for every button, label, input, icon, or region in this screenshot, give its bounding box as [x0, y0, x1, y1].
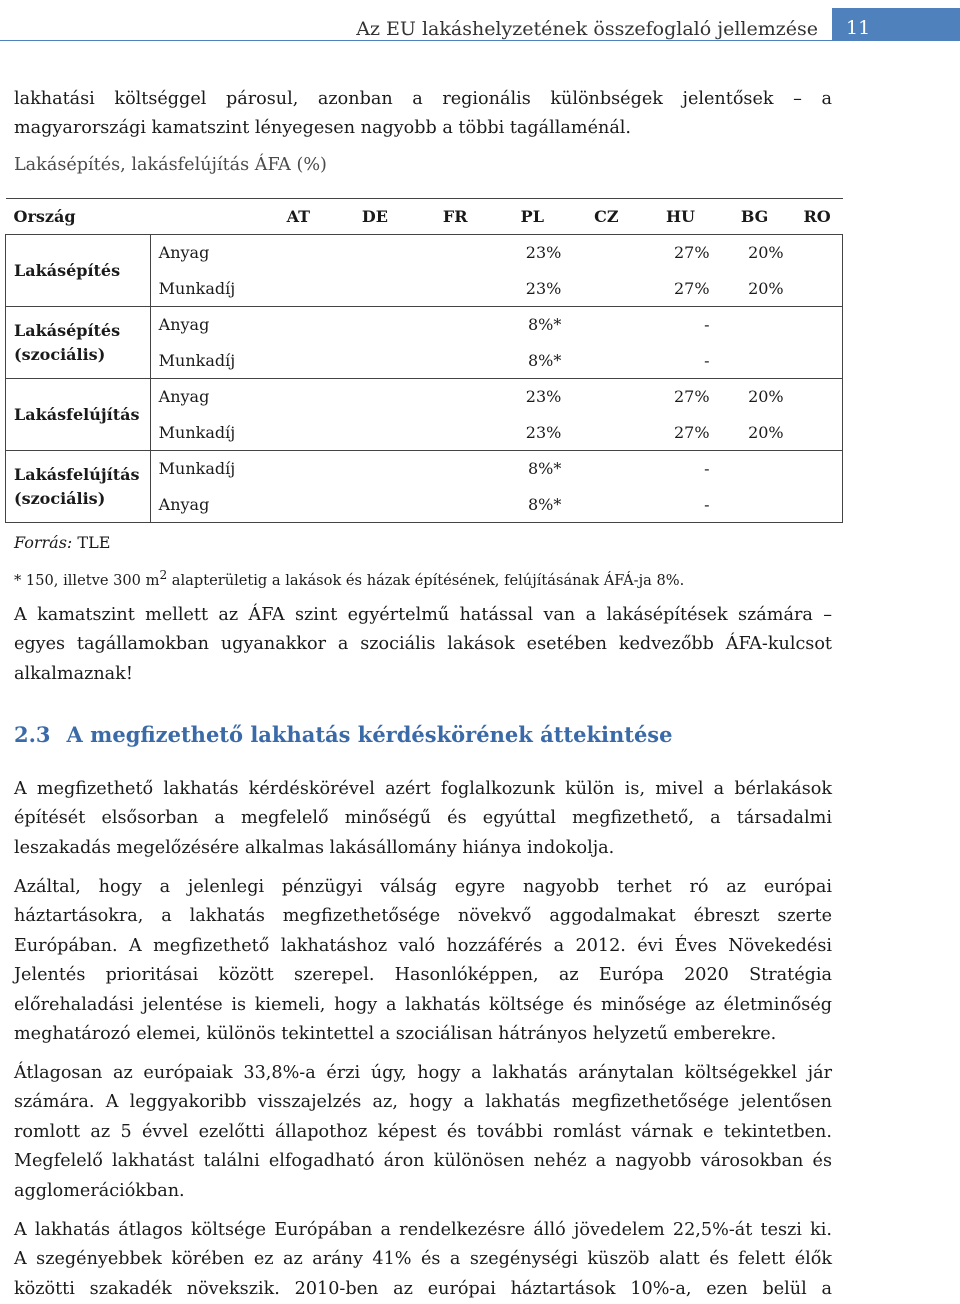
country-hu: HU — [643, 199, 717, 235]
section-heading — [14, 722, 673, 747]
cell-value: 23% — [525, 243, 562, 263]
table-row — [6, 451, 843, 487]
text-line: alkalmaznak! — [14, 663, 133, 684]
cell-value: - — [643, 487, 717, 523]
table-header-row — [6, 199, 843, 235]
text-line: agglomerációkban. — [14, 1180, 185, 1201]
text-line: leszakadás megelőzésére alkalmas lakásállomány hiánya indokolja. — [14, 837, 615, 858]
text-line: számára. A leggyakoribb visszajelzés az, hogy a lakhatás megfizethetősége jelentősen — [14, 1092, 832, 1113]
country-fr: FR — [415, 199, 495, 235]
source-label: Forrás: — [14, 533, 73, 552]
header-rule — [0, 40, 832, 41]
paragraph-vat — [14, 601, 832, 689]
country-cz: CZ — [569, 199, 643, 235]
cell-value: 23% — [495, 415, 569, 451]
running-title: Az EU lakáshelyzetének összefoglaló jellemzése — [356, 18, 818, 40]
cell-value: 20% — [748, 243, 784, 263]
text-line: A kamatszint mellett az ÁFA szint egyértelmű hatással van a lakásépítések számára – — [14, 605, 832, 625]
text-line: Jelentés prioritásai között szerepel. Hasonlóképpen, az Európa 2020 Stratégia — [14, 965, 832, 986]
item-label: Munkadíj — [158, 459, 236, 479]
text-line: építését elsősorban a megfelelő minőségű és egyúttal megfizethető, a társadalmi — [14, 808, 832, 829]
country-bg: BG — [718, 199, 792, 235]
country-ro: RO — [792, 199, 843, 235]
intro-line: lakhatási költséggel párosul, azonban a regionális különbségek jelentősek – a — [14, 89, 832, 109]
table-source — [14, 533, 110, 552]
item-label: Anyag — [150, 487, 262, 523]
item-label: Anyag — [158, 387, 210, 407]
item-label: Munkadíj — [150, 415, 262, 451]
text-line: Átlagosan az európaiak 33,8%-a érzi úgy, hogy a lakhatás aránytalan költségekkel jár — [14, 1063, 832, 1083]
cell-value: 27% — [643, 271, 717, 307]
cell-value: 8%* — [527, 315, 562, 335]
paragraph-affordable — [14, 775, 832, 863]
text-line: előrehaladási jelentése is kiemeli, hogy a lakhatás költsége és minősége az életminőség — [14, 994, 832, 1015]
text-line: A megfizethető lakhatás kérdéskörével azért foglalkozunk külön is, mivel a bérlakások — [14, 779, 832, 799]
cell-value: - — [704, 459, 710, 479]
section-number: 2.3 — [14, 722, 51, 747]
country-de: DE — [335, 199, 415, 235]
cell-value: 27% — [673, 387, 710, 407]
intro-paragraph — [14, 85, 832, 144]
item-label: Anyag — [158, 315, 210, 335]
source-value: TLE — [77, 533, 111, 552]
text-line: Megfelelő lakhatást találni elfogadható áron különösen nehéz a nagyobb városokban és — [14, 1151, 832, 1172]
text-line: meghatározó elemei, különös tekintettel a szociálisan hátrányos helyzetű emberekre. — [14, 1024, 777, 1045]
cell-value: 27% — [643, 415, 717, 451]
cell-value: 8%* — [495, 487, 569, 523]
cell-value: 20% — [718, 415, 792, 451]
cell-value: 23% — [495, 271, 569, 307]
text-line: A szegényebbek körében ez az arány 41% és a szegénységi küszöb alatt és felett élők — [14, 1249, 832, 1270]
group-label: Lakásépítés (szociális) — [6, 307, 151, 379]
cell-value: 20% — [748, 387, 784, 407]
page-header — [0, 0, 960, 60]
country-header: Ország — [6, 199, 262, 235]
text-line: romlott az 5 évvel ezelőtti állapothoz képest és további romlást várnak e tekintetben. — [14, 1121, 832, 1142]
cell-value: 20% — [718, 271, 792, 307]
country-at: AT — [262, 199, 335, 235]
item-label: Munkadíj — [150, 343, 262, 379]
text-line: Azáltal, hogy a jelenlegi pénzügyi válság egyre nagyobb terhet ró az európai — [14, 877, 832, 897]
section-title: A megfizethető lakhatás kérdéskörének áttekintése — [66, 722, 673, 747]
group-label: Lakásépítés — [6, 235, 151, 307]
table-row — [6, 379, 843, 415]
item-label: Anyag — [158, 243, 210, 263]
paragraph-survey — [14, 1059, 832, 1206]
cell-value: 27% — [673, 243, 710, 263]
table-title: Lakásépítés, lakásfelújítás ÁFA (%) — [14, 155, 327, 175]
table-row — [6, 307, 843, 343]
text-line: Európában. A megfizethető lakhatáshoz való hozzáférés a 2012. évi Éves Növekedési — [14, 935, 832, 956]
group-label: Lakásfelújítás — [6, 379, 151, 451]
item-label: Munkadíj — [150, 271, 262, 307]
paragraph-costs — [14, 1216, 832, 1304]
text-line: A lakhatás átlagos költsége Európában a rendelkezésre álló jövedelem 22,5%-át teszi ki. — [14, 1220, 832, 1240]
text-line: háztartásokra, a lakhatás megfizethetősége növekvő aggodalmakat ébreszt szerte — [14, 906, 832, 927]
cell-value: - — [704, 315, 710, 335]
footnote: * 150, illetve 300 $m^2$ alapterületig a lakások és házak építésének, felújításának ÁFÁ-ja 8%. — [14, 568, 685, 589]
page-number: 11 — [832, 8, 960, 41]
table-row — [6, 235, 843, 271]
text-line: közötti szakadék növekszik. 2010-ben az európai háztartások 10%-a, ezen belül a — [14, 1278, 832, 1299]
country-pl: PL — [495, 199, 569, 235]
group-label: Lakásfelújítás (szociális) — [6, 451, 151, 523]
cell-value: 8%* — [495, 343, 569, 379]
cell-value: 23% — [525, 387, 562, 407]
text-line: egyes tagállamokban ugyanakkor a szociális lakások esetében kedvezőbb ÁFA-kulcsot — [14, 634, 832, 655]
intro-line: magyarországi kamatszint lényegesen nagyobb a többi tagállaménál. — [14, 118, 632, 139]
cell-value: - — [643, 343, 717, 379]
cell-value: 8%* — [527, 459, 562, 479]
paragraph-crisis — [14, 873, 832, 1049]
vat-table — [5, 198, 843, 523]
